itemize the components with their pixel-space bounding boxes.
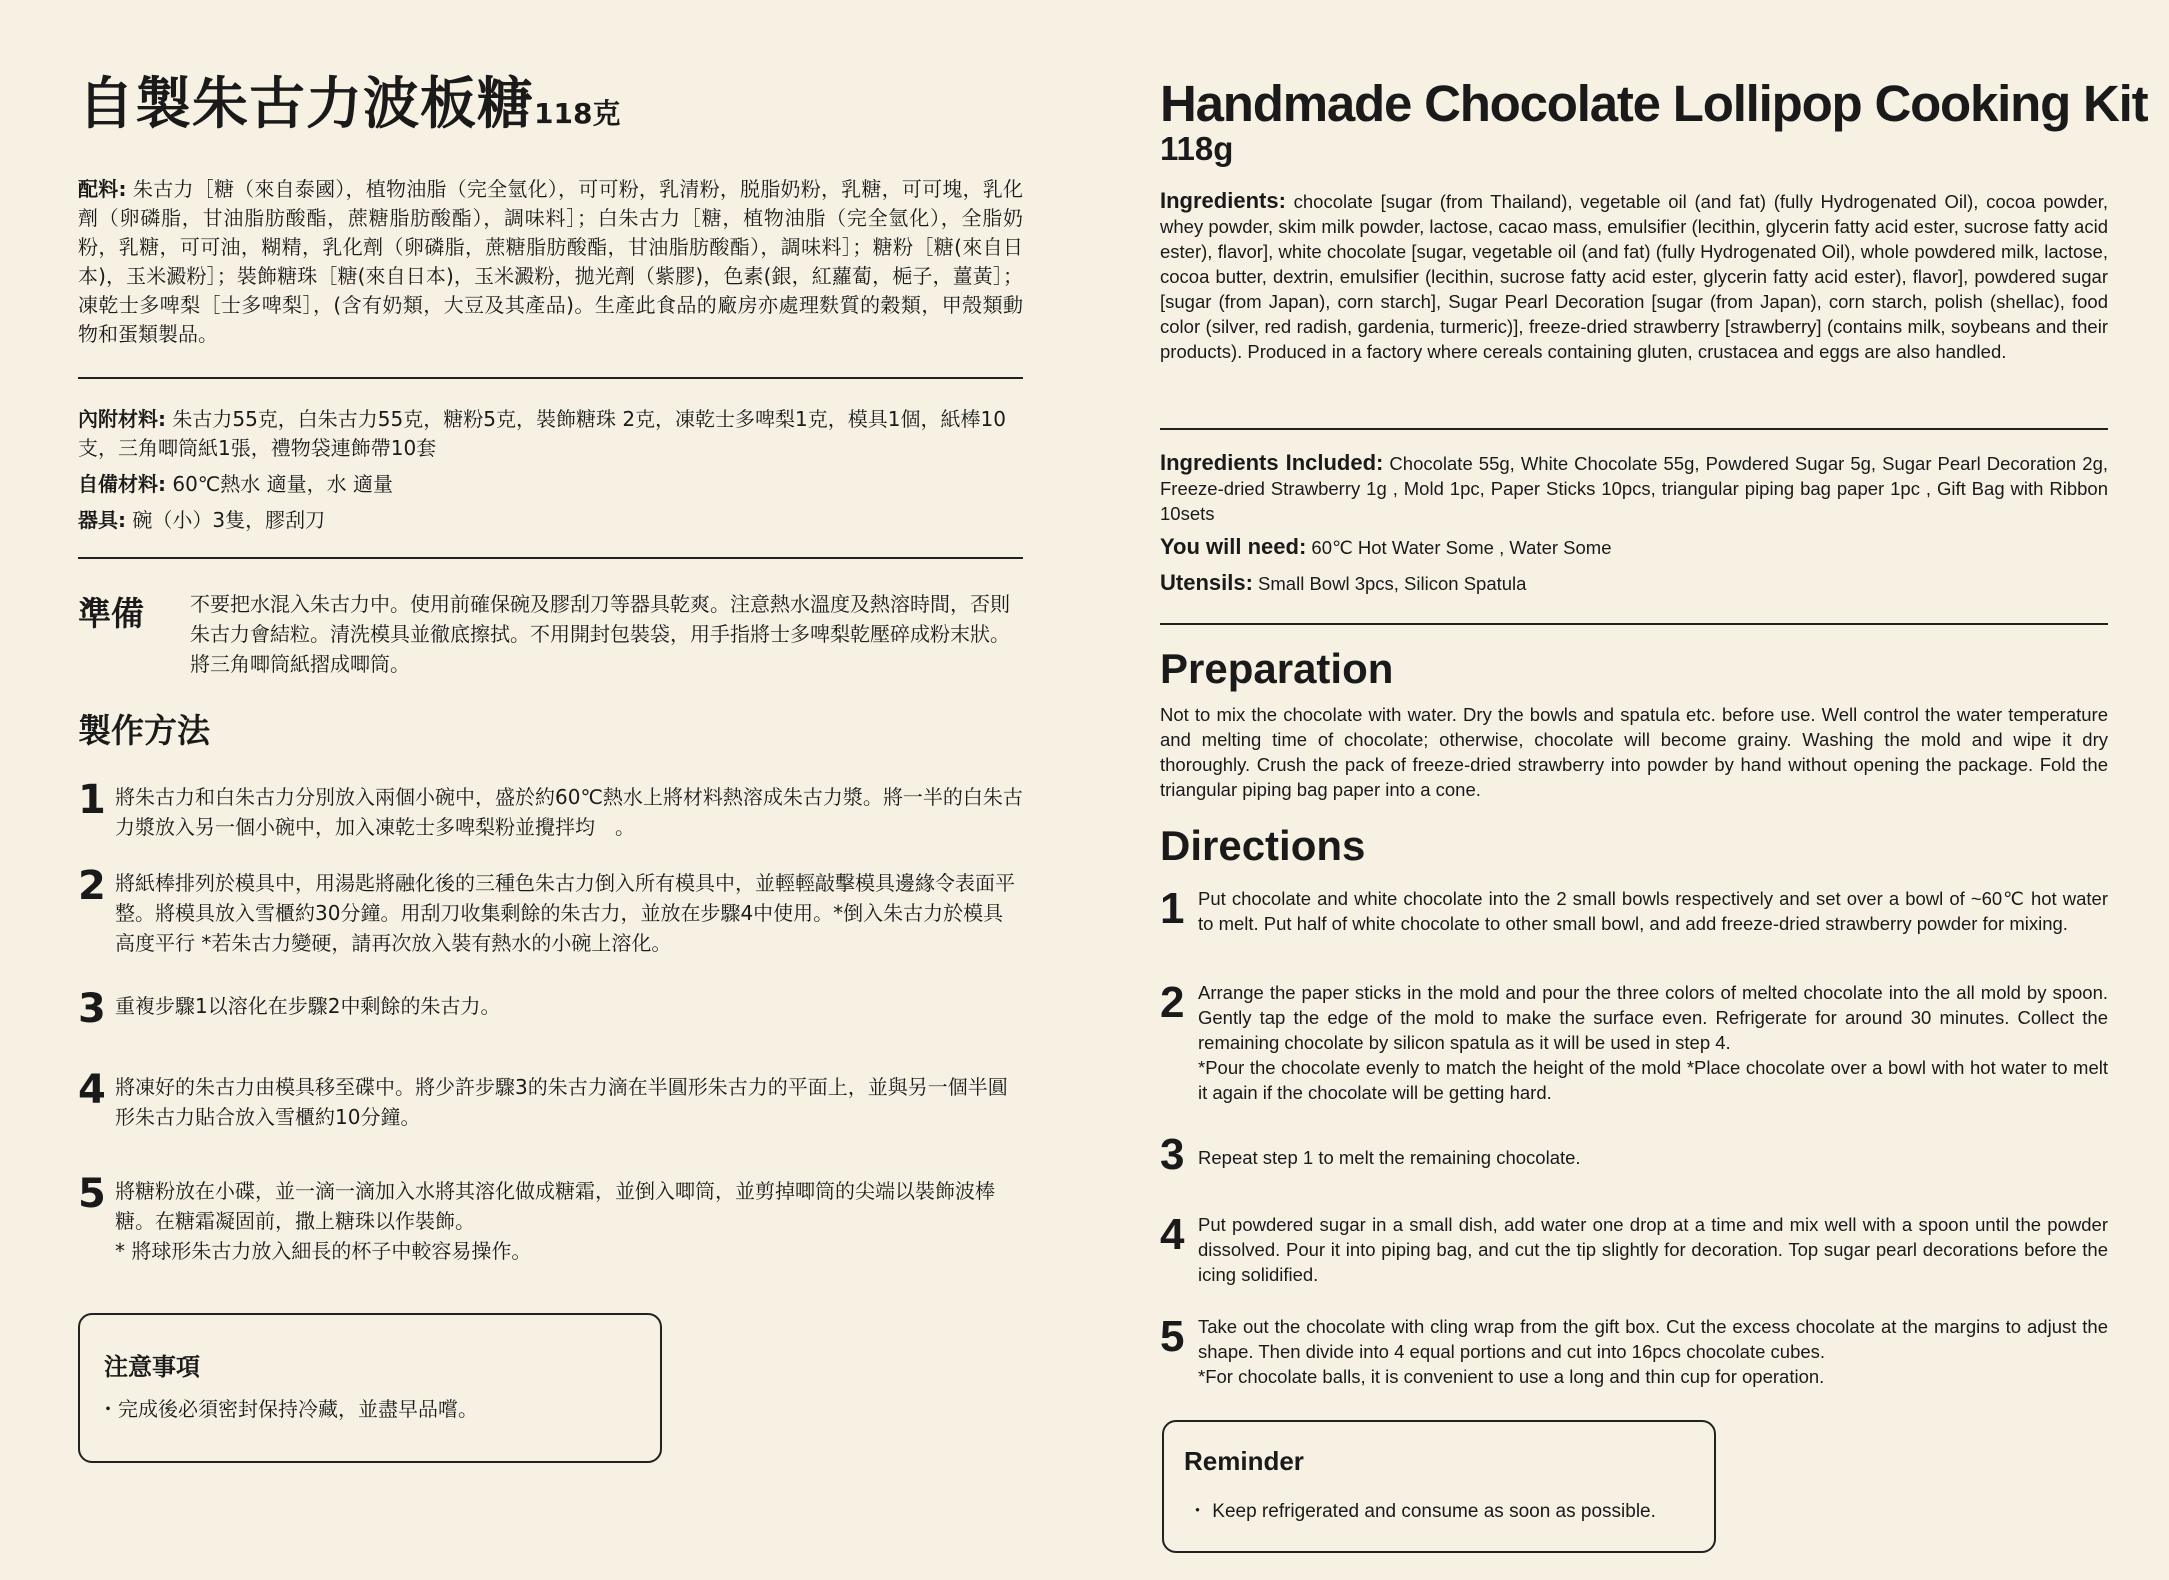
en-reminder-item: ・ Keep refrigerated and consume as soon as possible. — [1188, 1501, 1656, 1522]
en-prep-heading: Preparation — [1160, 645, 1394, 692]
step-number: 2 — [78, 863, 106, 909]
zh-title-text: 自製朱古力波板糖 — [78, 72, 534, 137]
zh-weight: 118克 — [534, 97, 621, 130]
zh-ingredients-label: 配料: — [78, 177, 127, 201]
en-title: Handmade Chocolate Lollipop Cooking Kit — [1160, 75, 2148, 132]
zh-included — [78, 405, 1023, 463]
en-included-text: Chocolate 55g, White Chocolate 55g, Powdered Sugar 5g, Sugar Pearl Decoration 2g, Freeze-dried Strawberry 1g , Mold 1pc, Paper Sticks 10pcs, triangular piping bag paper 1pc , Gift Bag with Ribbon 10sets — [1160, 453, 2108, 524]
en-utensils-text: Small Bowl 3pcs, Silicon Spatula — [1252, 573, 1527, 594]
step-text: 將朱古力和白朱古力分別放入兩個小碗中，盛於約60℃熱水上將材料熱溶成朱古力漿。將一半的白朱古力漿放入另一個小碗中，加入凍乾士多啤梨粉並攪拌均 。 — [115, 785, 1023, 839]
step-number: 4 — [1160, 1210, 1185, 1259]
zh-need-label: 自備材料: — [78, 472, 166, 496]
en-prep-text: Not to mix the chocolate with water. Dry the bowls and spatula etc. before use. Well control the water temperature and melting time of chocolate; otherwise, chocolate will become grainy. Washing the mold and wipe it dry thoroughly. Crush the pack of freeze-dried strawberry into powder by hand without opening the package. Fold the triangular piping bag paper into a cone. — [1160, 704, 2108, 800]
zh-reminder-title: 注意事項 — [104, 1353, 200, 1381]
step-number: 5 — [1160, 1312, 1185, 1361]
en-utensils — [1160, 570, 2108, 596]
en-need-text: 60℃ Hot Water Some , Water Some — [1306, 537, 1612, 558]
step-text: Arrange the paper sticks in the mold and pour the three colors of melted chocolate into the all mold by spoon. Gently tap the edge of the mold to make the surface even. Refrigerate for around 30 minutes. Collect the remaining chocolate by silicon spatula as it will be used in step 4. *Pour the chocolate evenly to match the height of the mold *Place chocolate over a bowl with hot water to melt it again if the chocolate will be getting hard. — [1198, 982, 2108, 1103]
divider — [1160, 623, 2108, 625]
step-text: 將糖粉放在小碟，並一滴一滴加入水將其溶化做成糖霜，並倒入唧筒，並剪掉唧筒的尖端以裝飾波棒糖。在糖霜凝固前，撒上糖珠以作裝飾。 * 將球形朱古力放入細長的杯子中較容易操作。 — [115, 1179, 995, 1263]
zh-directions-heading: 製作方法 — [78, 711, 210, 750]
zh-prep-heading: 準備 — [78, 594, 144, 633]
en-ingredients-text: chocolate [sugar (from Thailand), vegetable oil (and fat) (fully Hydrogenated Oil), cocoa powder, whey powder, skim milk powder, lactose, cacao mass, emulsifier (lecithin, glycerin fatty acid ester, sucrose fatty acid ester), flavor], white chocolate [sugar, vegetable oil (and fat) (fully Hydrogenated Oil), whole powdered milk, lactose, cocoa butter, dextrin, emulsifier (lecithin, sucrose fatty acid ester, glycerin fatty acid ester), flavor], powdered sugar [sugar (from Japan), corn starch], Sugar Pearl Decoration [sugar (from Japan), corn starch, polish (shellac), food color (silver, red radish, gardenia, turmeric)], freeze-dried strawberry [strawberry] (contains milk, soybeans and their products). Produced in a factory where cereals containing gluten, crustacea and eggs are also handled. — [1160, 191, 2108, 362]
step-number: 3 — [78, 986, 106, 1032]
zh-ingredients — [78, 175, 1023, 349]
step-text: 將凍好的朱古力由模具移至碟中。將少許步驟3的朱古力滴在半圓形朱古力的平面上，並與另一個半圓形朱古力貼合放入雪櫃約10分鐘。 — [115, 1075, 1008, 1129]
zh-included-label: 內附材料: — [78, 407, 166, 431]
step-number: 4 — [78, 1067, 106, 1113]
step-number: 5 — [78, 1171, 106, 1217]
step-text: Put powdered sugar in a small dish, add water one drop at a time and mix well with a spoon until the powder dissolved. Pour it into piping bag, and cut the tip slightly for decoration. Top sugar pearl decorations before the icing solidified. — [1198, 1214, 2108, 1285]
step-number: 1 — [1160, 884, 1185, 933]
en-materials-block — [1160, 450, 2108, 596]
step-text: 重複步驟1以溶化在步驟2中剩餘的朱古力。 — [115, 994, 501, 1018]
zh-title — [78, 60, 620, 140]
zh-utensils-label: 器具: — [78, 508, 126, 532]
en-reminder-box — [1162, 1420, 1716, 1553]
zh-ingredients-text: 朱古力［糖（來自泰國），植物油脂（完全氫化），可可粉，乳清粉，脱脂奶粉，乳糖，可可塊，乳化劑（卵磷脂，甘油脂肪酸酯，蔗糖脂肪酸酯），調味料］；白朱古力［糖，植物油脂（完全氫化），全脂奶粉，乳糖，可可油，糊精，乳化劑（卵磷脂，蔗糖脂肪酸酯，甘油脂肪酸酯），調味料］；糖粉［糖(來自日本)，玉米澱粉］；裝飾糖珠［糖(來自日本)，玉米澱粉，拋光劑（紫膠)，色素(銀，紅蘿蔔，梔子，薑黃］；凍乾士多啤梨［士多啤梨］，(含有奶類，大豆及其產品)。生產此食品的廠房亦處理麩質的穀類，甲殼類動物和蛋類製品。 — [78, 177, 1023, 346]
divider — [1160, 428, 2108, 430]
zh-utensils-text: 碗（小）3隻，膠刮刀 — [126, 508, 326, 532]
zh-reminder-box — [78, 1313, 662, 1463]
zh-utensils — [78, 506, 1023, 535]
zh-reminder-item: ・完成後必須密封保持冷藏，並盡早品嚐。 — [98, 1397, 478, 1421]
step-text: Take out the chocolate with cling wrap from the gift box. Cut the excess chocolate at the margins to adjust the shape. Then divide into 4 equal portions and cut into 16pcs chocolate cubes. *For chocolate balls, it is convenient to use a long and thin cup for operation. — [1198, 1316, 2108, 1387]
divider — [78, 557, 1023, 559]
en-included — [1160, 450, 2108, 526]
step-text: Repeat step 1 to melt the remaining chocolate. — [1198, 1147, 1581, 1168]
zh-need-text: 60℃熱水 適量，水 適量 — [166, 472, 393, 496]
zh-materials-block — [78, 405, 1023, 535]
zh-prep-text: 不要把水混入朱古力中。使用前確保碗及膠刮刀等器具乾爽。注意熱水溫度及熱溶時間，否則朱古力會結粒。清洗模具並徹底擦拭。不用開封包裝袋，用手指將士多啤梨乾壓碎成粉末狀。將三角唧筒紙摺成唧筒。 — [190, 592, 1010, 676]
zh-need — [78, 470, 1023, 499]
en-ingredients — [1160, 188, 2108, 364]
step-text: 將紙棒排列於模具中，用湯匙將融化後的三種色朱古力倒入所有模具中，並輕輕敲擊模具邊緣令表面平整。將模具放入雪櫃約30分鐘。用刮刀收集剩餘的朱古力，並放在步驟4中使用。*倒入朱古力於模具高度平行 *若朱古力變硬，請再次放入裝有熱水的小碗上溶化。 — [115, 871, 1015, 955]
step-number: 3 — [1160, 1130, 1185, 1179]
en-reminder-title: Reminder — [1184, 1446, 1304, 1476]
en-ingredients-label: Ingredients: — [1160, 188, 1286, 213]
zh-included-text: 朱古力55克，白朱古力55克，糖粉5克，裝飾糖珠 2克，凍乾士多啤梨1克，模具1個，紙棒10支，三角唧筒紙1張，禮物袋連飾帶10套 — [78, 407, 1006, 460]
en-directions-heading: Directions — [1160, 822, 1366, 869]
en-need-label: You will need: — [1160, 534, 1307, 559]
divider — [78, 377, 1023, 379]
en-weight: 118g — [1160, 130, 1234, 167]
en-need — [1160, 534, 2108, 560]
en-included-label: Ingredients Included: — [1160, 450, 1384, 475]
en-utensils-label: Utensils: — [1160, 570, 1253, 595]
step-number: 2 — [1160, 978, 1185, 1027]
step-text: Put chocolate and white chocolate into the 2 small bowls respectively and set over a bowl of ~60℃ hot water to melt. Put half of white chocolate to other small bowl, and add freeze-dried strawberry powder for mixing. — [1198, 888, 2108, 934]
step-number: 1 — [78, 777, 106, 823]
